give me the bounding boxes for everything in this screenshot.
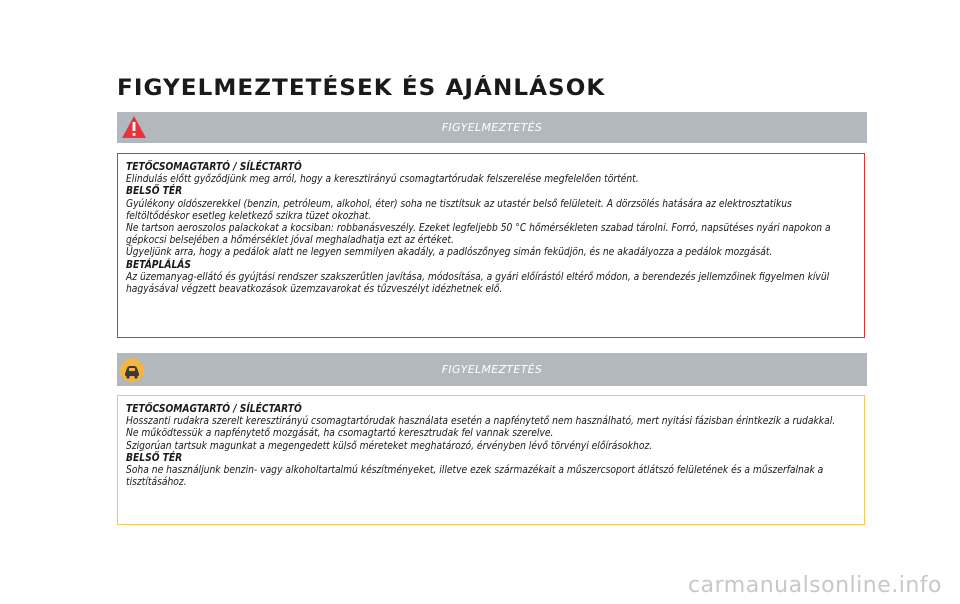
- watermark-text: carmanualsonline.info: [688, 573, 942, 598]
- warning-header-1: [117, 112, 867, 143]
- paragraph: Gyúlékony oldószerekkel (benzin, petróleum, alkohol, éter) soha ne tisztítsuk az utastér belső felületeit. A dörzsölés hatására az elektrosztatikus feltöltődéskor esetleg keletkező szikra tüzet okozhat.: [126, 198, 792, 222]
- paragraph: Az üzemanyag-ellátó és gyújtási rendszer szakszerűtlen javítása, módosítása, a gyári előírástól eltérő módon, a berendezés jellemzőinek figyelmen kívül hagyásával végzett beavatkozások üzemzavarokat és tűzveszélyt idézhetnek elő.: [126, 271, 830, 296]
- page-title: FIGYELMEZTETÉSEK ÉS AJÁNLÁSOK: [117, 76, 606, 101]
- warning-body-1: [117, 153, 865, 338]
- paragraph: Elindulás előtt győződjünk meg arról, hogy a keresztirányú csomagtartórudak felszerelése megfelelően történt.: [126, 174, 639, 186]
- warning-body-2: [117, 395, 865, 525]
- section-heading: BELSŐ TÉR: [126, 186, 183, 198]
- paragraph: Szigorúan tartsuk magunkat a megengedett külső méreteket meghatározó, érvényben lévő törvényi előírásokhoz.: [126, 440, 653, 452]
- paragraph: Ügyeljünk arra, hogy a pedálok alatt ne legyen semmilyen akadály, a padlószőnyeg simán feküdjön, és ne akadályozza a pedálok mozgását.: [126, 247, 773, 259]
- paragraph: Ne tartson aeroszolos palackokat a kocsiban: robbanásveszély. Ezeket legfeljebb 50 °C hőmérsékleten szabad tárolni. Forró, napsütéses nyári napokon a gépkocsi belsejében a hőmérséklet jóval meghaladhatja ezt az értéket.: [126, 223, 831, 247]
- paragraph: Hosszanti rudakra szerelt keresztirányú csomagtartórudak használata esetén a napfénytető nem használható, mert nyitási fázisban érintkezik a rudakkal.: [126, 416, 836, 428]
- section-heading: TETŐCSOMAGTARTÓ / SÍLÉCTARTÓ: [126, 404, 302, 415]
- warning-header-2: [117, 353, 867, 386]
- warning-header-label: FIGYELMEZTETÉS: [441, 363, 543, 376]
- paragraph: Soha ne használjunk benzin- vagy alkoholtartalmú készítményeket, illetve ezek származékait a műszercsoport átlátszó felületének és a műszerfalnak a tisztításához.: [126, 465, 824, 489]
- paragraph: Ne működtessük a napfénytető mozgását, ha csomagtartó keresztrudak fel vannak szerelve.: [126, 428, 554, 440]
- section-heading: TETŐCSOMAGTARTÓ / SÍLÉCTARTÓ: [126, 162, 302, 173]
- warning-header-label: FIGYELMEZTETÉS: [441, 121, 543, 134]
- section-heading: BELSŐ TÉR: [126, 452, 183, 464]
- warning-triangle-icon: [121, 115, 147, 139]
- vehicle-caution-icon: [119, 357, 145, 383]
- section-heading: BETÁPLÁLÁS: [126, 259, 191, 271]
